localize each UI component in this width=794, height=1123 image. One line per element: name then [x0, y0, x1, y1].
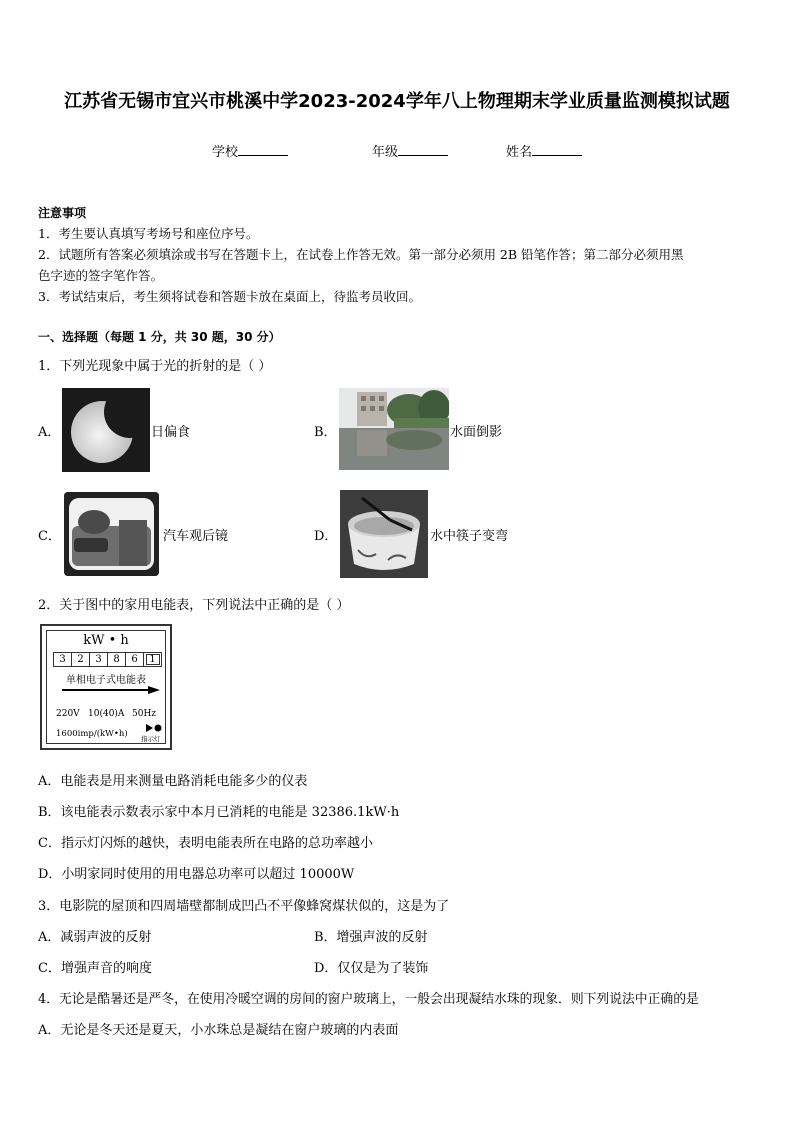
question-3-stem: 3．电影院的屋顶和四周墙壁都制成凹凸不平像蜂窝煤状似的，这是为了	[38, 899, 450, 914]
q2-option-d[interactable]: D．小明家同时使用的用电器总功率可以超过 10000W	[38, 867, 355, 882]
meter-frequency: 50Hz	[132, 709, 157, 719]
q1-option-d-letter[interactable]: D．	[314, 529, 338, 544]
name-field[interactable]: 姓名	[506, 141, 582, 160]
q1-option-d-caption: 水中筷子变弯	[430, 529, 509, 544]
meter-voltage: 220V	[56, 709, 80, 719]
water-reflection-image	[339, 388, 449, 470]
meter-arrow-icon	[62, 686, 160, 694]
energy-meter-figure	[40, 624, 172, 750]
meter-unit: kW • h	[83, 633, 129, 648]
meter-digit: 3	[90, 652, 108, 667]
indicator-label: 指示灯	[141, 735, 161, 743]
page-title: 江苏省无锡市宜兴市桃溪中学2023-2024学年八上物理期末学业质量监测模拟试题	[64, 91, 730, 112]
q3-option-b[interactable]: B．增强声波的反射	[314, 930, 428, 945]
q4-option-a[interactable]: A．无论是冬天还是夏天，小水珠总是凝结在窗户玻璃的内表面	[38, 1023, 399, 1038]
q1-option-b-letter[interactable]: B．	[314, 425, 337, 440]
notice-item: 3．考试结束后，考生须将试卷和答题卡放在桌面上，待监考员收回。	[38, 289, 421, 304]
q1-option-c-letter[interactable]: C．	[38, 529, 61, 544]
meter-type: 单相电子式电能表	[66, 675, 146, 686]
meter-digit-decimal: 1	[144, 652, 162, 667]
section-heading: 一、选择题（每题 1 分，共 30 题，30 分）	[38, 330, 281, 344]
q1-option-a-letter[interactable]: A．	[38, 425, 61, 440]
notice-item: 2．试题所有答案必须填涂或书写在答题卡上，在试卷上作答无效。第一部分必须用 2B 铅笔作答；第二部分必须用黑	[38, 247, 684, 262]
q3-option-c[interactable]: C．增强声音的响度	[38, 961, 152, 976]
q2-option-a[interactable]: A．电能表是用来测量电路消耗电能多少的仪表	[38, 774, 308, 789]
chopsticks-in-water-image	[340, 490, 428, 578]
question-4-stem: 4．无论是酷暑还是严冬，在使用冷暖空调的房间的窗户玻璃上，一般会出现凝结水珠的现象．则下列说法中正确的是	[38, 992, 699, 1007]
question-2-stem: 2．关于图中的家用电能表，下列说法中正确的是（ ）	[38, 598, 350, 613]
meter-digit: 3	[53, 652, 72, 667]
question-1-stem: 1．下列光现象中属于光的折射的是（ ）	[38, 359, 272, 374]
q2-option-b[interactable]: B．该电能表示数表示家中本月已消耗的电能是 32386.1kW·h	[38, 805, 400, 820]
meter-digit: 8	[108, 652, 126, 667]
grade-field[interactable]: 年级	[372, 141, 448, 160]
meter-digit: 2	[72, 652, 90, 667]
notice-item: 色字迹的签字笔作答。	[38, 268, 164, 283]
q3-option-d[interactable]: D．仅仅是为了装饰	[314, 961, 429, 976]
notice-heading: 注意事项	[38, 206, 87, 220]
meter-digit: 6	[126, 652, 144, 667]
car-mirror-image	[64, 492, 159, 576]
indicator-led-icon	[146, 724, 162, 732]
school-field[interactable]: 学校	[212, 141, 288, 160]
solar-eclipse-image	[62, 388, 150, 472]
meter-current: 10(40)A	[88, 709, 125, 719]
meter-constant: 1600imp/(kW•h)	[56, 729, 128, 739]
q1-option-a-caption: 日偏食	[151, 425, 191, 440]
q2-option-c[interactable]: C．指示灯闪烁的越快，表明电能表所在电路的总功率越小	[38, 836, 373, 851]
q1-option-b-caption: 水面倒影	[450, 425, 503, 440]
q3-option-a[interactable]: A．减弱声波的反射	[38, 930, 152, 945]
notice-item: 1．考生要认真填写考场号和座位序号。	[38, 226, 259, 241]
q1-option-c-caption: 汽车观后镜	[163, 529, 229, 544]
meter-digits	[53, 652, 162, 667]
